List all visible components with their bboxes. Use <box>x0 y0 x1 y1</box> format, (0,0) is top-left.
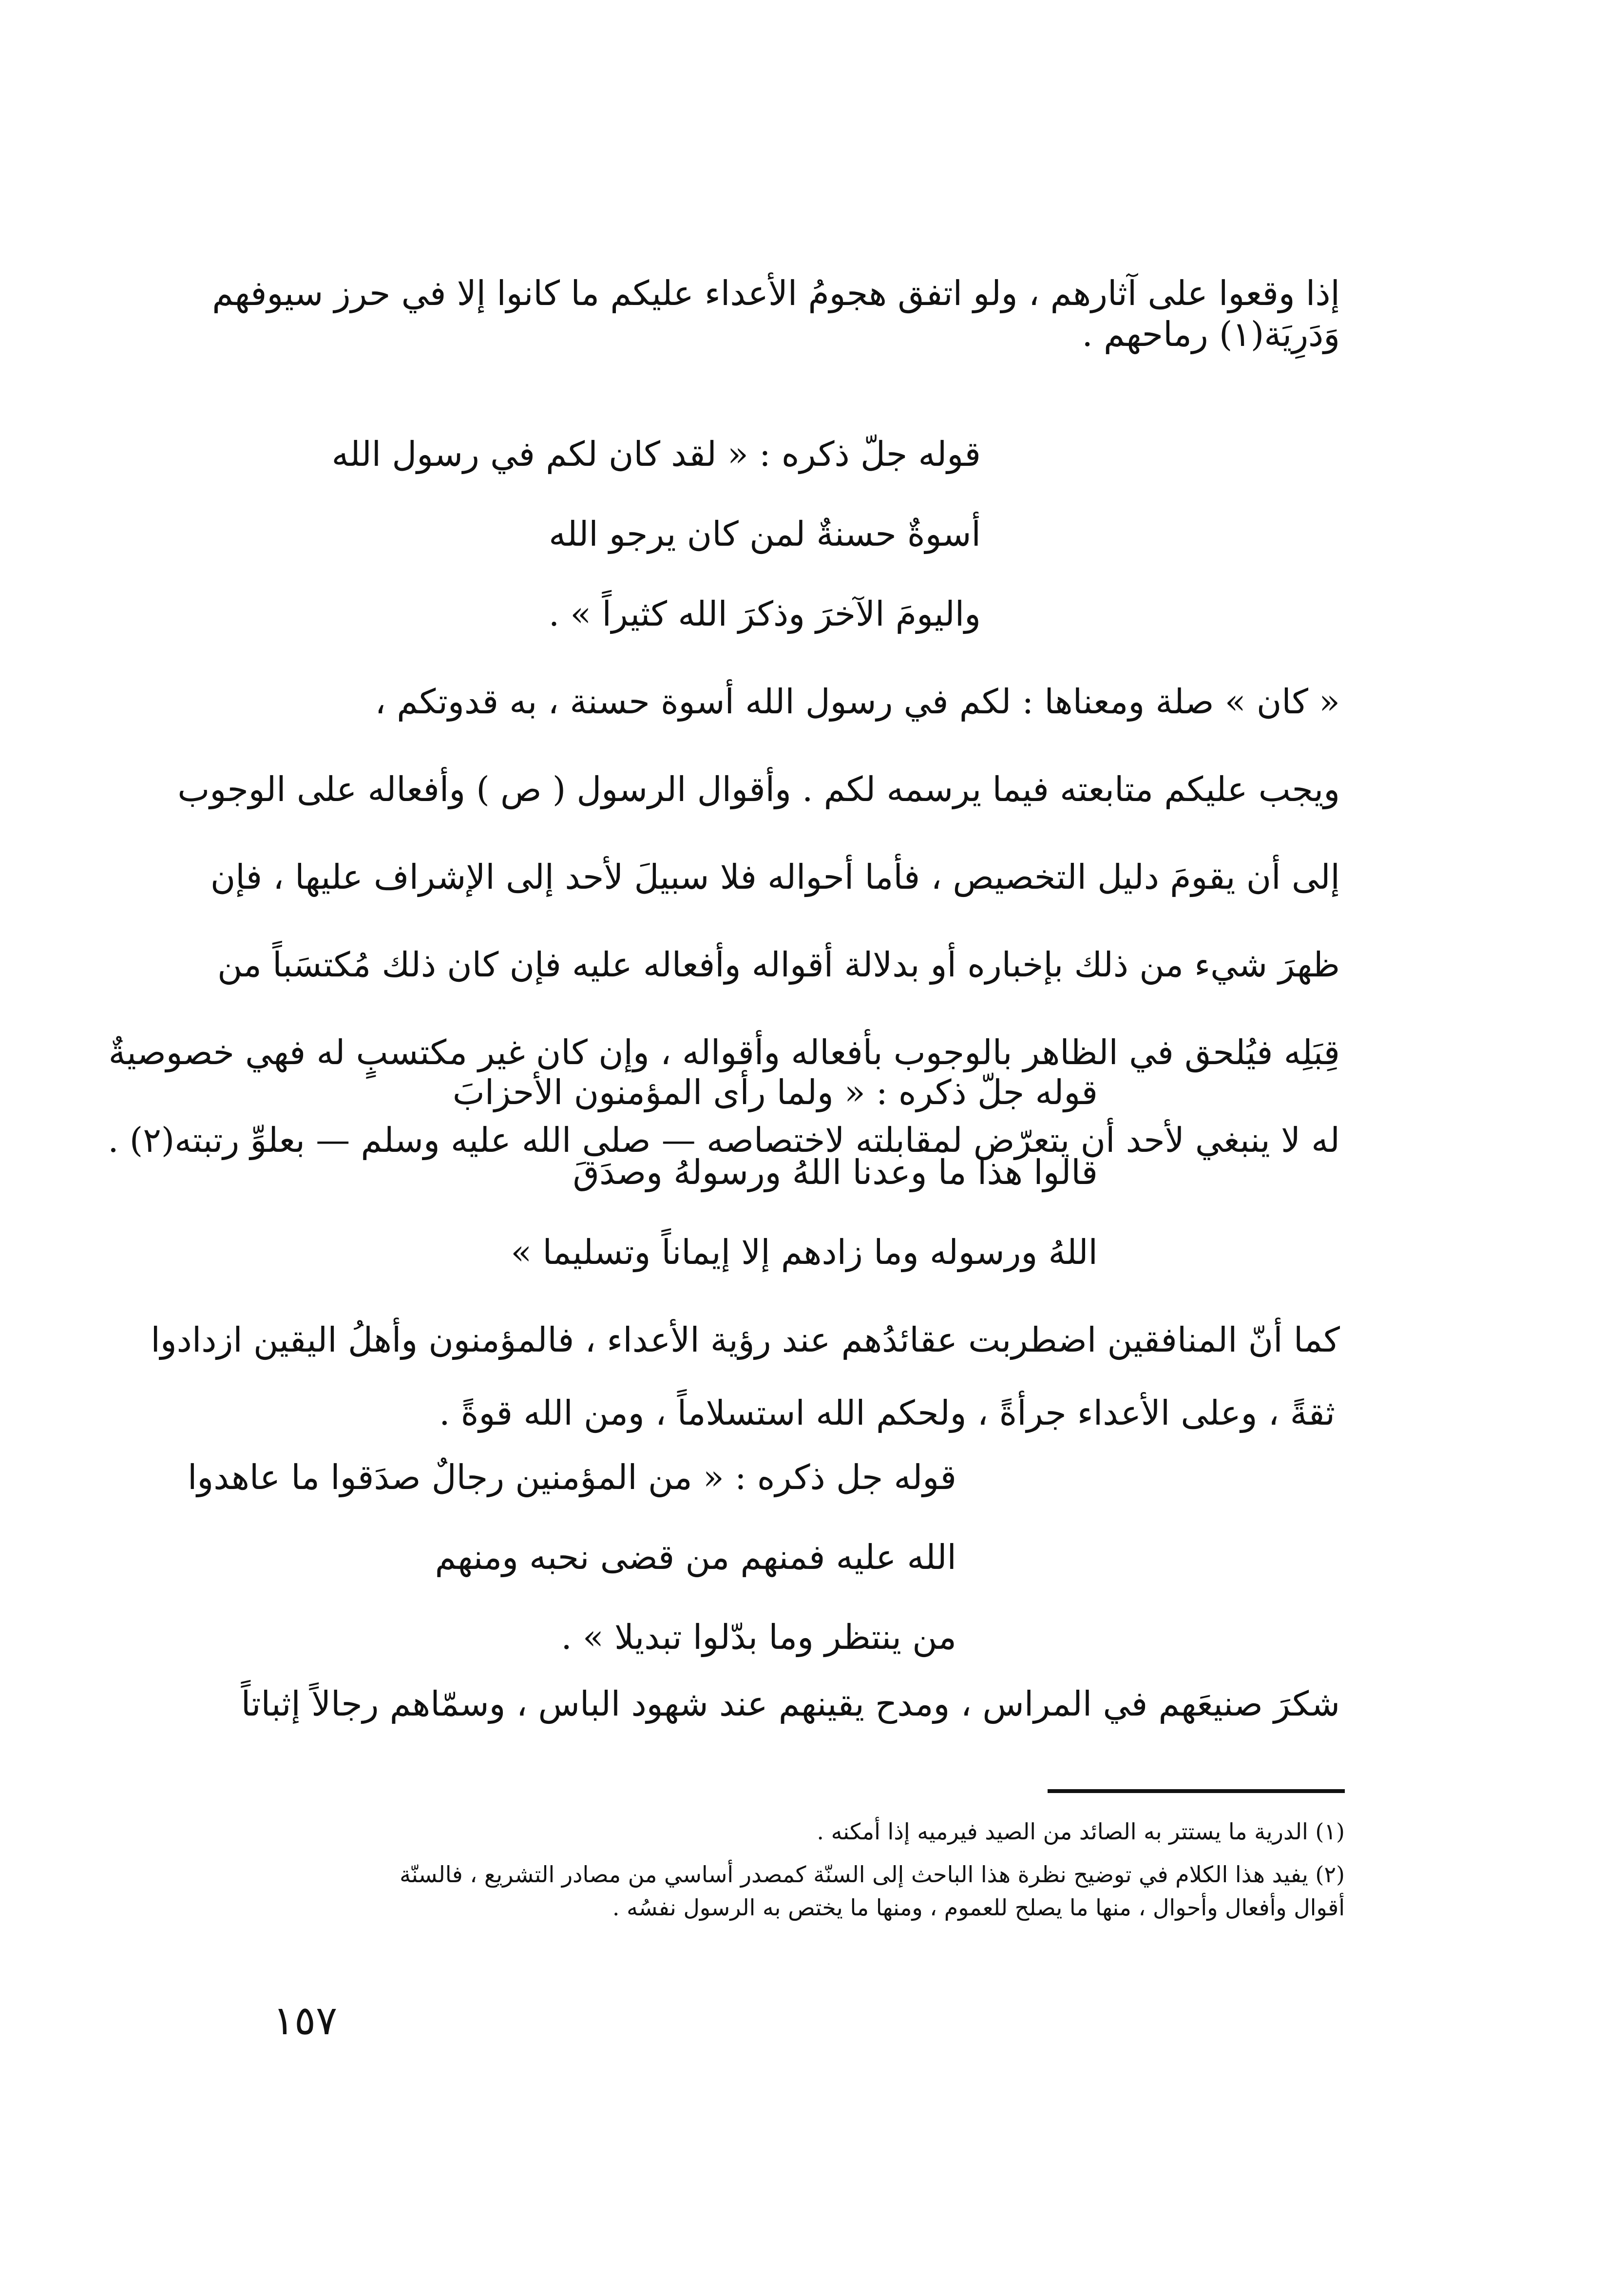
text-line: شكرَ صنيعَهم في المراس ، ومدح يقينهم عند شهود الباس ، وسمّاهم رجالاً إثباتاً <box>241 1684 1340 1724</box>
paragraph-continued <box>212 273 1340 355</box>
text-line: إلى أن يقومَ دليل التخصيص ، فأما أحواله فلا سبيلَ لأحد إلى الإشراف عليها ، فإن <box>210 857 1340 897</box>
verse-line: قوله جلّ ذكره : « ولما رأى المؤمنون الأحزابَ <box>452 1072 1098 1112</box>
footnote-divider <box>1048 1789 1345 1793</box>
text-line: وَدَرِيَة(١) رماحهم . <box>1082 314 1340 354</box>
text-line: ثقةً ، وعلى الأعداء جرأةً ، ولحكم الله استسلاماً ، ومن الله قوةً . <box>439 1393 1335 1433</box>
verse-line: قوله جل ذكره : « من المؤمنين رجالٌ صدَقوا ما عاهدوا <box>187 1457 956 1497</box>
footnote-2: (٢) يفيد هذا الكلام في توضيح نظرة هذا الباحث إلى السنّة كمصدر أساسي من مصادر التشريع ، فالسنّة <box>400 1861 1345 1888</box>
text-line: إذا وقعوا على آثارهم ، ولو اتفق هجومُ الأعداء عليكم ما كانوا إلا في حرز سيوفهم <box>212 273 1340 313</box>
footnote-1: (١) الدرية ما يستتر به الصائد من الصيد فيرميه إذا أمكنه . <box>817 1818 1345 1845</box>
footnote-2-continued: أقوال وأفعال وأحوال ، منها ما يصلح للعموم ، ومنها ما يختص به الرسول نفسُه . <box>612 1894 1345 1921</box>
commentary-paragraph-3 <box>241 1683 1340 1724</box>
text-line: كما أنّ المنافقين اضطربت عقائدُهم عند رؤية الأعداء ، فالمؤمنون وأهلُ اليقين ازدادوا <box>151 1320 1340 1360</box>
verse-line: واليومَ الآخرَ وذكرَ الله كثيراً » . <box>548 594 981 634</box>
quran-verse-3 <box>188 1457 956 1658</box>
quran-verse-1 <box>332 434 981 634</box>
verse-line: قوله جلّ ذكره : « لقد كان لكم في رسول الله <box>331 434 981 474</box>
verse-line: الله عليه فمنهم من قضى نحبه ومنهم <box>435 1537 956 1577</box>
quran-verse-2 <box>453 1072 1098 1273</box>
footnotes <box>292 1815 1345 1924</box>
verse-line: أسوةٌ حسنةٌ لمن كان يرجو الله <box>549 514 981 554</box>
text-line: قِبَلِه فيُلحق في الظاهر بالوجوب بأفعاله وأقواله ، وإن كان غير مكتسبٍ له فهي خصوصيةٌ <box>108 1032 1340 1072</box>
text-line: « كان » صلة ومعناها : لكم في رسول الله أسوة حسنة ، به قدوتكم ، <box>375 682 1340 722</box>
commentary-paragraph-2 <box>151 1296 1340 1442</box>
text-line: ويجب عليكم متابعته فيما يرسمه لكم . وأقوال الرسول ( ص ) وأفعاله على الوجوب <box>177 769 1340 809</box>
verse-line: اللهُ ورسوله وما زادهم إلا إيماناً وتسليما » <box>511 1232 1098 1272</box>
verse-line: قالوا هذا ما وعدنا اللهُ ورسولهُ وصدَقَ <box>573 1152 1098 1192</box>
text-line: ظهرَ شيء من ذلك بإخباره أو بدلالة أقواله وأفعاله عليه فإن كان ذلك مُكتسَباً من <box>217 945 1340 985</box>
text-line: له لا ينبغي لأحد أن يتعرّض لمقابلته لاختصاصه — صلى الله عليه وسلم — بعلوِّ رتبته(٢) . <box>108 1120 1340 1160</box>
verse-line: من ينتظر وما بدّلوا تبديلا » . <box>561 1617 956 1657</box>
page-number: ١٥٧ <box>273 1998 338 2044</box>
